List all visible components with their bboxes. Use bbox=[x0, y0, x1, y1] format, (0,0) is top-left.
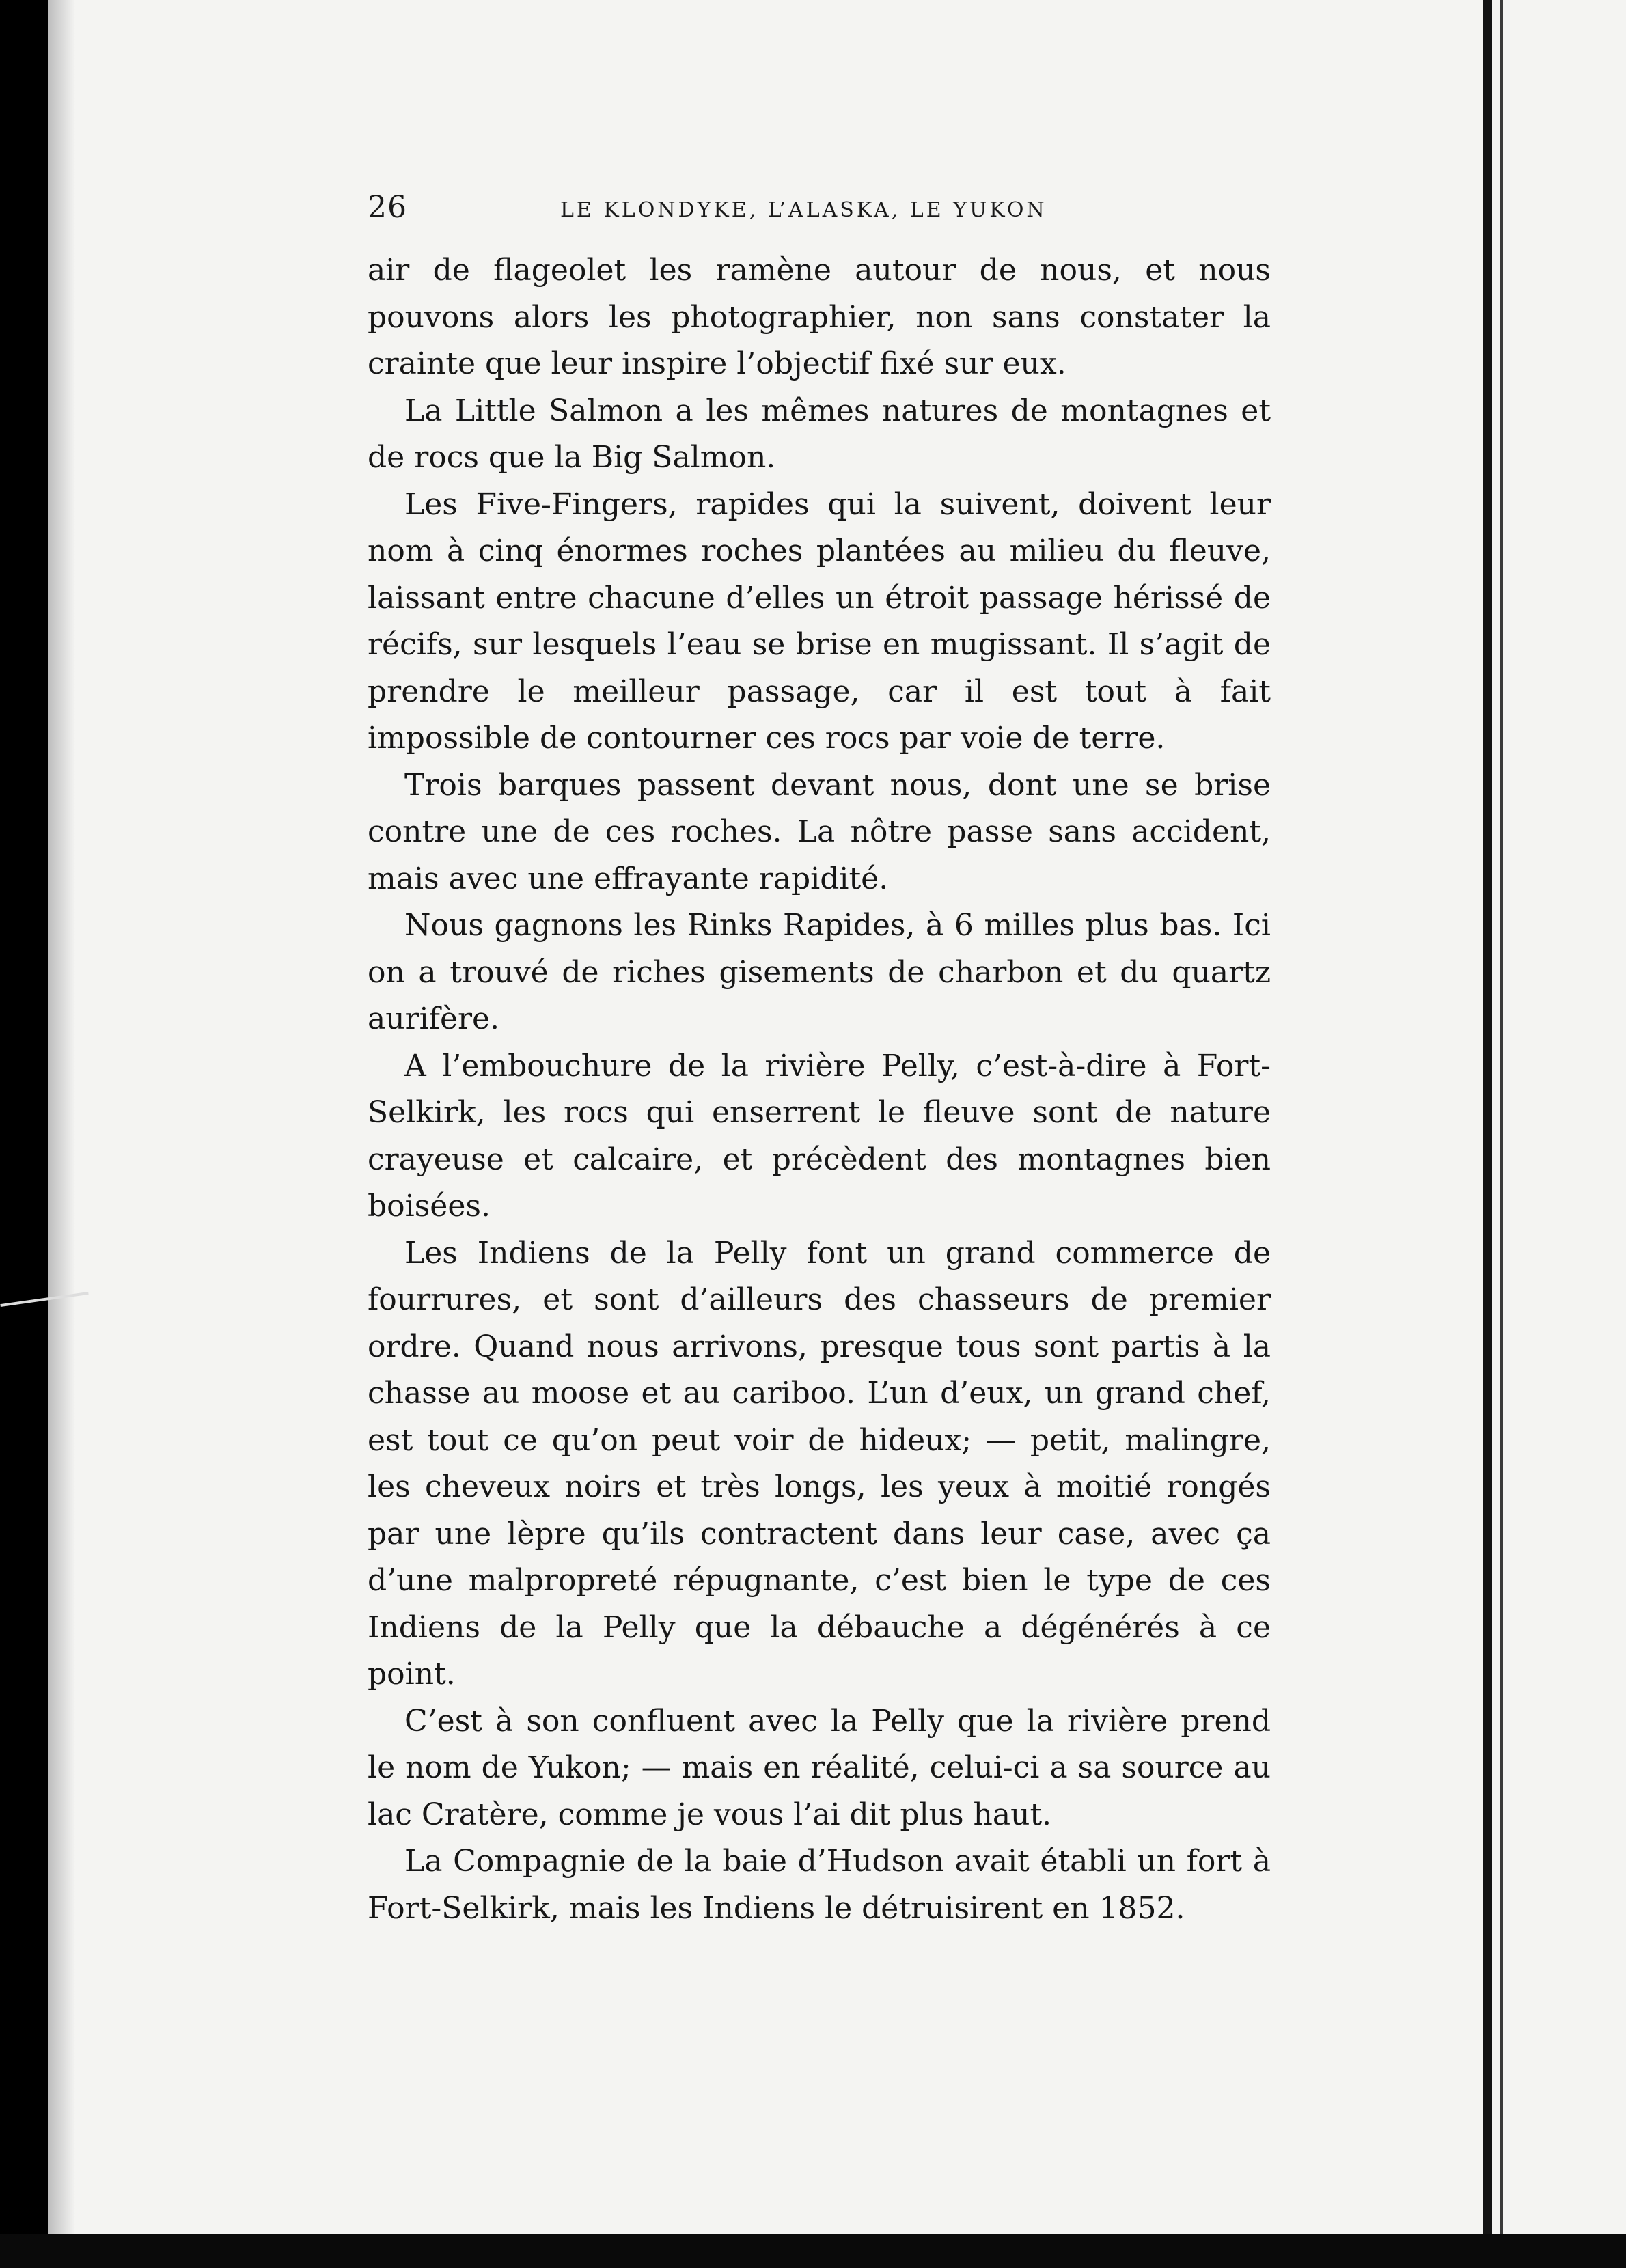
paragraph: Les Five-Fingers, rapides qui la suivent, doivent leur nom à cinq énormes roches plantées au milieu du fleuve, laissant entre chacune d’elles un étroit passage hérissé de récifs, sur lesquels l’eau se brise en mugissant. Il s’agit de prendre le meilleur passage, car il est tout à fait impossible de contourner ces rocs par voie de terre. bbox=[368, 486, 1271, 756]
paragraph: C’est à son confluent avec la Pelly que la rivière prend le nom de Yukon; — mais en réalité, celui-ci a sa source au lac Cratère, comme je vous l’ai dit plus haut. bbox=[368, 1703, 1271, 1832]
binding-edge-inner bbox=[1500, 0, 1503, 2268]
paragraph: La Compagnie de la baie d’Hudson avait établi un fort à Fort-Selkirk, mais les Indiens le détruisirent en 1852. bbox=[368, 1844, 1271, 1926]
paragraph: Nous gagnons les Rinks Rapides, à 6 milles plus bas. Ici on a trouvé de riches gisements de charbon et du quartz aurifère. bbox=[368, 908, 1271, 1036]
page-gutter bbox=[1483, 0, 1626, 2268]
running-head bbox=[368, 186, 1283, 234]
paragraph: Trois barques passent devant nous, dont une se brise contre une de ces roches. La nôtre passe sans accident, mais avec une effrayante rapidité. bbox=[368, 767, 1271, 896]
paragraph: air de flageolet les ramène autour de nous, et nous pouvons alors les photographier, non sans constater la crainte que leur inspire l’objectif fixé sur eux. bbox=[368, 253, 1271, 381]
binding-edge bbox=[1483, 0, 1492, 2268]
running-head-title: LE KLONDYKE, L’ALASKA, LE YUKON bbox=[560, 198, 1047, 222]
paragraph: A l’embouchure de la rivière Pelly, c’est-à-dire à Fort-Selkirk, les rocs qui enserrent le fleuve sont de nature crayeuse et calcaire, et précèdent des montagnes bien boisées. bbox=[368, 1048, 1271, 1223]
page-edge-shadow bbox=[48, 0, 75, 2241]
scan-bottom-edge bbox=[0, 2234, 1626, 2268]
paragraph: Les Indiens de la Pelly font un grand commerce de fourrures, et sont d’ailleurs des chasseurs de premier ordre. Quand nous arrivons, presque tous sont partis à la chasse au moose et au cariboo. L’un d’eux, un grand chef, est tout ce qu’on peut voir de hideux; — petit, malingre, les cheveux noirs et très longs, les yeux à moitié rongés par une lèpre qu’ils contractent dans leur case, avec ça d’une malpropreté répugnante, c’est bien le type de ces Indiens de la Pelly que la débauche a dégénérés à ce point. bbox=[368, 1235, 1271, 1691]
paragraph: La Little Salmon a les mêmes natures de montagnes et de rocs que la Big Salmon. bbox=[368, 393, 1271, 475]
page-number: 26 bbox=[368, 190, 407, 225]
scan-left-edge bbox=[0, 0, 48, 2268]
body-text bbox=[368, 247, 1271, 1932]
